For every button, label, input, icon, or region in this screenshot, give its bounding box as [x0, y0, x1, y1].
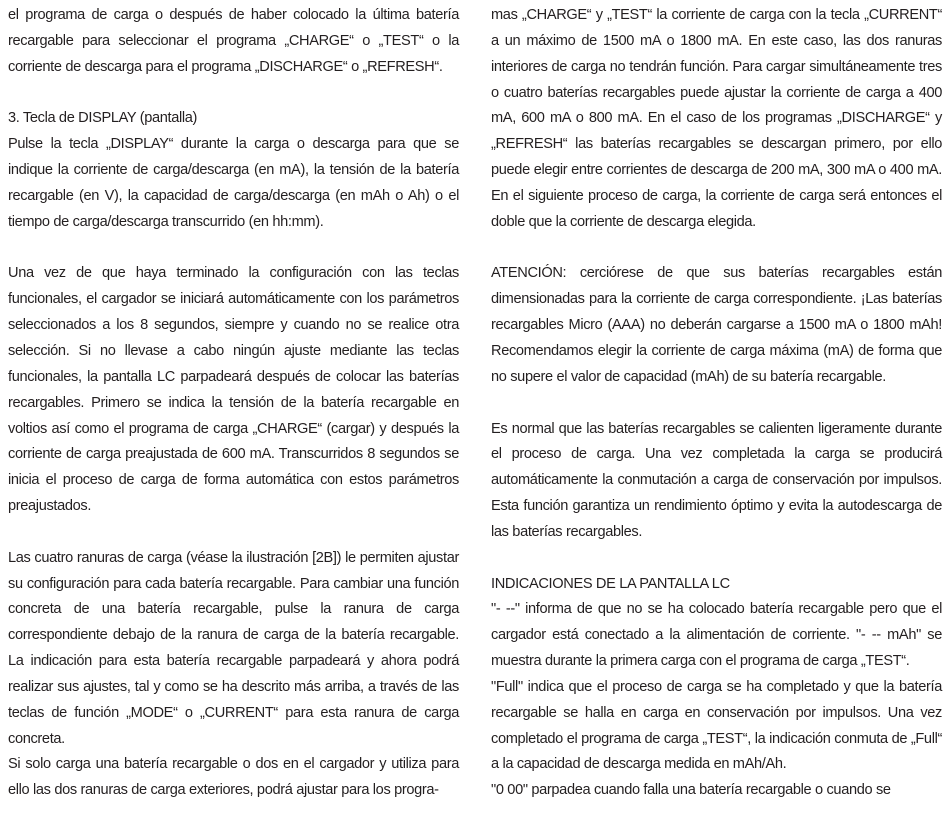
paragraph-attention: ATENCIÓN: cerciórese de que sus baterías recargables están dimensionadas para la corriente de carga correspondiente. ¡Las baterías recargables Micro (AAA) no deberán cargarse a 1500 mA o 1800 mAh! Recomendamos elegir la corriente de carga máxima (mA) de forma que no supere el valor de capacidad (mAh) de su batería recargable.	[491, 265, 942, 385]
right-column	[491, 3, 942, 804]
paragraph-full: "Full" indica que el proceso de carga se ha completado y que la batería recargable se halla en carga en conservación por impulsos. Una vez completado el programa de carga „TEST“, la indicación conmuta de „Full“ a la capacidad de descarga medida en mAh/Ah.	[491, 678, 942, 773]
paragraph-error: "0 00" parpadea cuando falla una batería recargable o cuando se	[491, 782, 891, 799]
paragraph-display-key: Pulse la tecla „DISPLAY“ durante la carga o descarga para que se indique la corriente de carga/descarga (en mA), la tensión de la batería recargable (en V), la capacidad de carga/descarga (en mAh o Ah) o el tiempo de carga/descarga transcurrido (en hh:mm).	[8, 136, 459, 230]
paragraph-program-selection: el programa de carga o después de haber colocado la última batería recargable para seleccionar el programa „CHARGE“ o „TEST“ o la corriente de descarga para el programa „DISCHARGE“ o „REFRESH“.	[8, 7, 459, 75]
heading-lc-display: INDICACIONES DE LA PANTALLA LC	[491, 575, 730, 592]
paragraph-heating: Es normal que las baterías recargables se calienten ligeramente durante el proceso de carga. Una vez completada la carga se producirá automáticamente la conmutación a carga de conservación por impulsos. Esta función garantiza un rendimiento óptimo y evita la autodescarga de las baterías recargables.	[491, 420, 942, 540]
paragraph-no-battery: "- --" informa de que no se ha colocado batería recargable pero que el cargador está conectado a la alimentación de corriente. "- -- mAh" se muestra durante la primera carga con el programa de carga „TEST“.	[491, 601, 942, 670]
paragraph-auto-start: Una vez de que haya terminado la configuración con las teclas funcionales, el cargador se iniciará automáticamente con los parámetros seleccionados a los 8 segundos, siempre y cuando no se realice otra selección. Si no llevase a cabo ningún ajuste mediante las teclas funcionales, la pantalla LC parpadeará después de colocar las baterías recargables. Primero se indica la tensión de la batería recargable en voltios así como el programa de carga „CHARGE“ (cargar) y después la corriente de carga preajustada de 600 mA. Transcurridos 8 segundos se inicia el proceso de carga de forma automática con estos parámetros preajustados.	[8, 265, 459, 515]
paragraph-charging-slots: Las cuatro ranuras de carga (véase la ilustración [2B]) le permiten ajustar su configuración para cada batería recargable. Para cambiar una función concreta de una batería recargable, pulse la ranura de carga correspondiente debajo de la ranura de carga de la batería recargable. La indicación para esta batería recargable parpadeará y ahora podrá realizar sus ajustes, tal y como se ha descrito más arriba, a través de las teclas de función „MODE“ o „CURRENT“ para esta ranura de carga concreta.	[8, 549, 459, 747]
paragraph-charge-current: mas „CHARGE“ y „TEST“ la corriente de carga con la tecla „CURRENT“ a un máximo de 1500 mA o 1800 mA. En este caso, las dos ranuras interiores de carga no tendrán función. Para cargar simultáneamente tres o cuatro baterías recargables puede ajustar la corriente de carga a 400 mA, 600 mA o 800 mA. En el caso de los programas „DISCHARGE“ y „REFRESH“ las baterías recargables se descargan primero, por ello puede elegir entre corrientes de descarga de 200 mA, 300 mA o 400 mA. En el siguiente proceso de carga, la corriente de carga será entonces el doble que la corriente de descarga elegida.	[491, 7, 942, 230]
left-column	[8, 3, 459, 804]
heading-display-key: 3. Tecla de DISPLAY (pantalla)	[8, 110, 198, 127]
paragraph-outer-slots: Si solo carga una batería recargable o dos en el cargador y utiliza para ello las dos ranuras de carga exteriores, podrá ajustar para los progra-	[8, 756, 459, 799]
